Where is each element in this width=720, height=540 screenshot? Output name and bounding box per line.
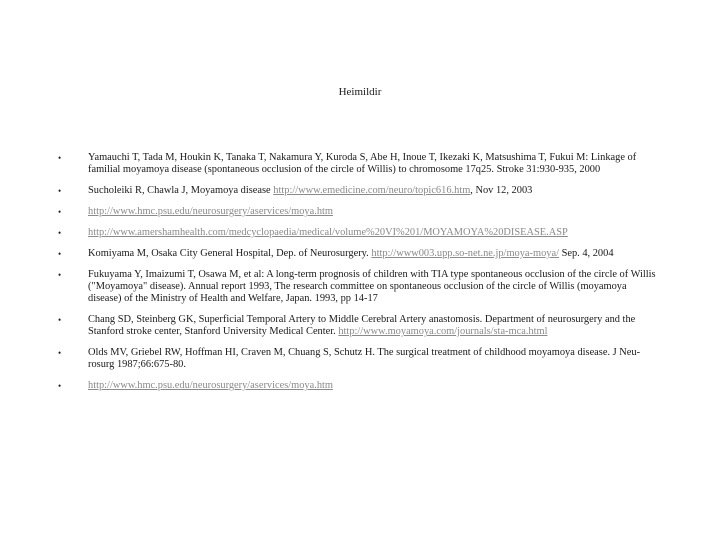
bullet-icon: • [58,381,62,391]
reference-item [58,206,658,218]
reference-link[interactable]: http://www.emedicine.com/neuro/topic616.htm [273,185,471,196]
bullet-icon: • [58,186,62,196]
reference-text-after: Sep. 4, 2004 [558,248,614,259]
reference-text: Fukuyama Y, Imaizumi T, Osawa M, et al: A long-term prognosis of children with TIA type spontaneous occlusion of the circle of Willis ("Moyamoya" disease). Annual report 1993, The research committee on spontaneous occlusion of the circle of Willis (moyamoya disease) of the Ministry of Health and Welfare, Japan. 1993, pp 14-17 [88,269,656,304]
reference-item [58,152,658,176]
page-title: Heimildir [338,86,382,98]
reference-link[interactable]: http://www.hmc.psu.edu/neurosurgery/aservices/moya.htm [88,206,333,217]
bullet-icon: • [58,270,62,280]
reference-item [58,380,658,392]
reference-item [58,314,658,338]
reference-item [58,269,658,305]
reference-item [58,248,658,260]
reference-text: Yamauchi T, Tada M, Houkin K, Tanaka T, Nakamura Y, Kuroda S, Abe H, Inoue T, Ikezaki K, Matsushima T, Fukui M: Linkage of familial moyamoya disease (spontaneous occlusion of the circle of Willis) to chromosome 17q25. Stroke 31:930-935, 2000 [88,152,637,175]
reference-text-after: , Nov 12, 2003 [470,185,533,196]
bullet-icon: • [58,249,62,259]
reference-text: Olds MV, Griebel RW, Hoffman HI, Craven M, Chuang S, Schutz H. The surgical treatment of childhood moyamoya disease. J Neu- rosurg 1987;66:675-80. [88,347,641,370]
reference-text: Komiyama M, Osaka City General Hospital, Dep. of Neurosurgery. [88,248,372,259]
reference-item [58,227,658,239]
bullet-icon: • [58,153,62,163]
bullet-icon: • [58,315,62,325]
reference-item [58,347,658,371]
reference-list [58,152,658,401]
reference-item [58,185,658,197]
bullet-icon: • [58,228,62,238]
reference-link[interactable]: http://www.hmc.psu.edu/neurosurgery/aservices/moya.htm [88,380,333,391]
bullet-icon: • [58,348,62,358]
reference-text: Sucholeiki R, Chawla J, Moyamoya disease [88,185,274,196]
reference-link[interactable]: http://www003.upp.so-net.ne.jp/moya-moya/ [371,248,559,259]
bullet-icon: • [58,207,62,217]
reference-link[interactable]: http://www.amershamhealth.com/medcyclopaedia/medical/volume%20VI%201/MOYAMOYA%20DISEASE.ASP [88,227,568,238]
reference-text: Chang SD, Steinberg GK, Superficial Temporal Artery to Middle Cerebral Artery anastomosis. Department of neurosurgery and the Stanford stroke center, Stanford University Medical Center. [88,314,636,337]
reference-link[interactable]: http://www.moyamoya.com/journals/sta-mca.html [338,326,548,337]
